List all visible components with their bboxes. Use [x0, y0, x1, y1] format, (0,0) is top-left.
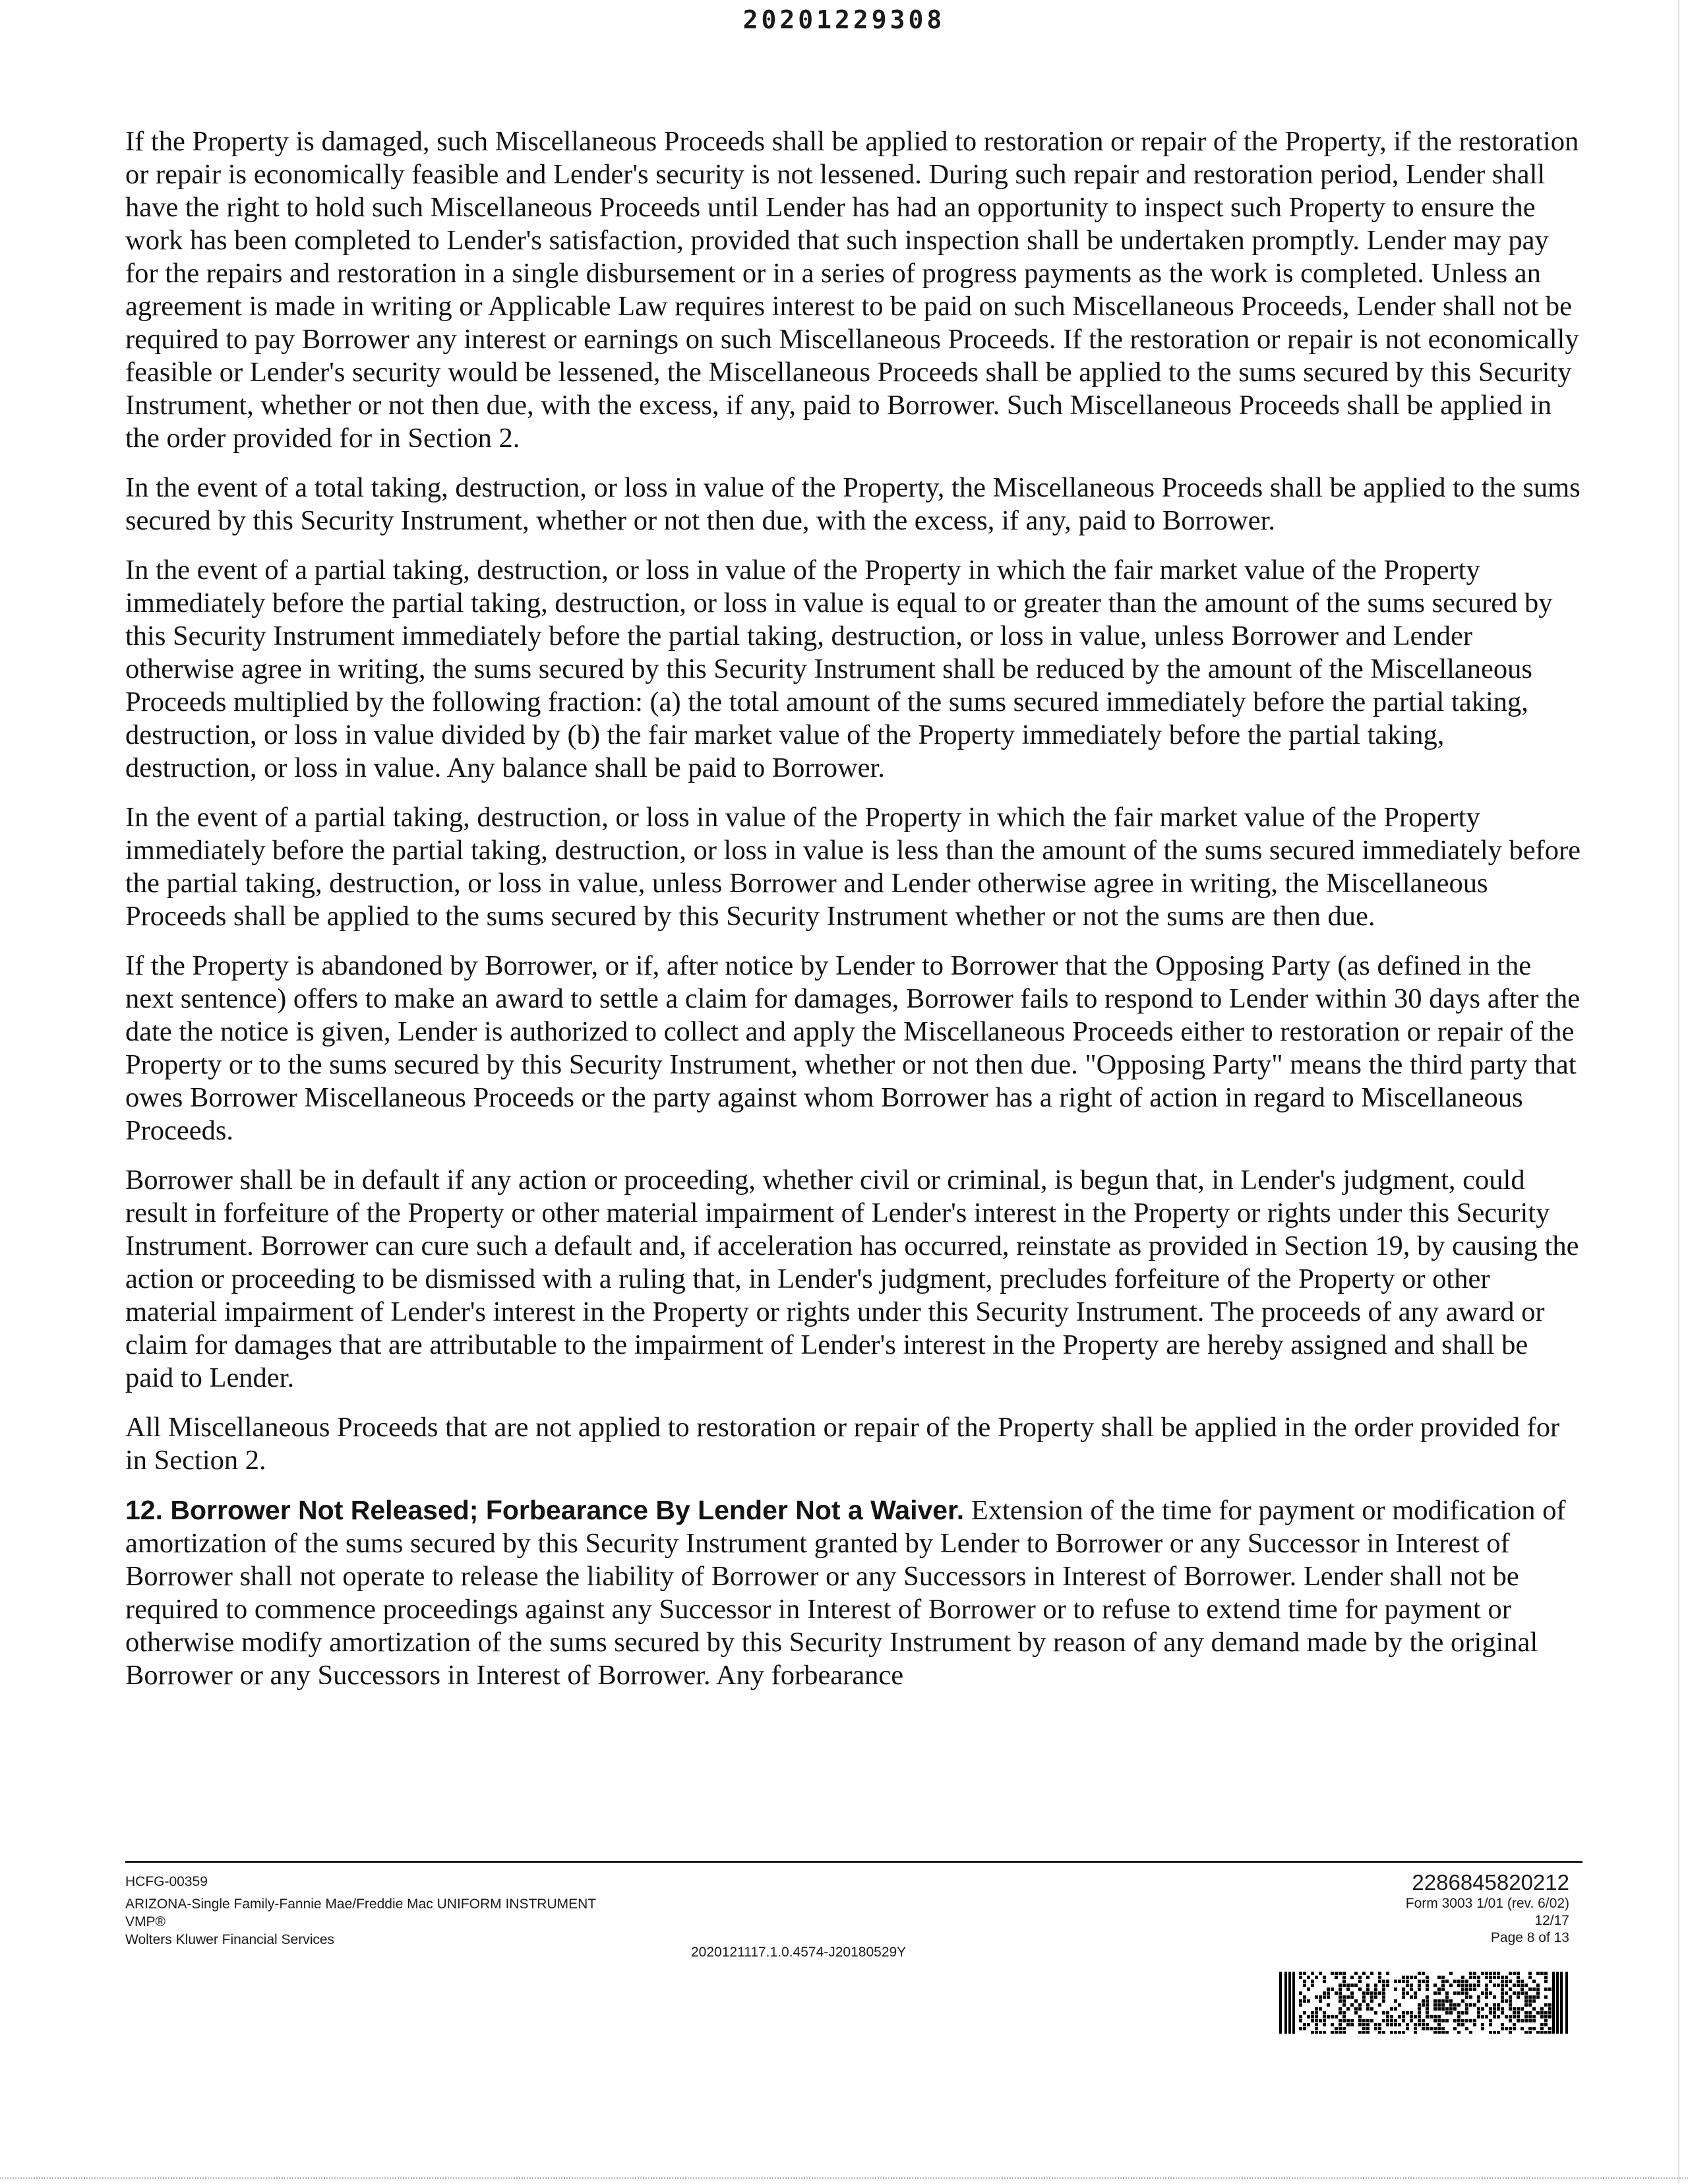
section-12-text: Extension of the time for payment or modification of amortization of the sums secured by this Security Instrument granted by Lender to Borrower or any Successor in Interest of Borrower shall not operate to release the liability of Borrower or any Successors in Interest of Borrower. Lender shall not be required to commence proceedings against any Successor in Interest of Borrower or to refuse to extend time for payment or otherwise modify amortization of the sums secured by this Security Instrument by reason of any demand made by the original Borrower or any Successors in Interest of Borrower. Any forbearance [125, 1495, 1566, 1691]
scan-edge-right [1678, 0, 1679, 2184]
footer-left [125, 1873, 851, 1949]
paragraph-partial-taking-greater: In the event of a partial taking, destruction, or loss in value of the Property in which the fair market value of the Property immediately before the partial taking, destruction, or loss in value is equal to or greater than the amount of the sums secured by this Security Instrument immediately before the partial taking, destruction, or loss in value, unless Borrower and Lender otherwise agree in writing, the sums secured by this Security Instrument shall be reduced by the amount of the Miscellaneous Proceeds multiplied by the following fraction: (a) the total amount of the sums secured immediately before the partial taking, destruction, or loss in value divided by (b) the fair market value of the Property immediately before the partial taking, destruction, or loss in value. Any balance shall be paid to Borrower. [125, 555, 1553, 783]
section-12-heading: 12. Borrower Not Released; Forbearance By Lender Not a Waiver. [125, 1495, 965, 1525]
paragraph-unapplied-proceeds: All Miscellaneous Proceeds that are not applied to restoration or repair of the Property shall be applied in the order provided for in Section 2. [125, 1412, 1560, 1476]
form-revision: 12/17 [1534, 1913, 1569, 1928]
document-code: 2020121117.1.0.4574-J20180529Y [691, 1945, 907, 1960]
paragraph-property-abandoned: If the Property is abandoned by Borrower, or if, after notice by Lender to Borrower that the Opposing Party (as defined in the next sentence) offers to make an award to settle a claim for damages, Borrower fails to respond to Lender within 30 days after the date the notice is given, Lender is authorized to collect and apply the Miscellaneous Proceeds either to restoration or repair of the Property or to the sums secured by this Security Instrument, whether or not then due. "Opposing Party" means the third party that owes Borrower Miscellaneous Proceeds or the party against whom Borrower has a right of action in regard to Miscellaneous Proceeds. [125, 950, 1581, 1146]
section-12 [125, 1494, 1582, 1692]
company-name: Wolters Kluwer Financial Services [125, 1932, 335, 1947]
page-number: Page 8 of 13 [1490, 1930, 1569, 1945]
paragraph-partial-taking-less: In the event of a partial taking, destruction, or loss in value of the Property in which the fair market value of the Property immediately before the partial taking, destruction, or loss in value is less than the amount of the sums secured immediately before the partial taking, destruction, or loss in value, unless Borrower and Lender otherwise agree in writing, the Miscellaneous Proceeds shall be applied to the sums secured by this Security Instrument whether or not the sums are then due. [125, 802, 1581, 932]
document-body [125, 125, 1582, 1709]
paragraph-total-taking: In the event of a total taking, destruction, or loss in value of the Property, the Miscellaneous Proceeds shall be applied to the sums secured by this Security Instrument, whether or not then due, with the excess, if any, paid to Borrower. [125, 472, 1581, 536]
paragraph-property-damaged: If the Property is damaged, such Miscellaneous Proceeds shall be applied to restoration or repair of the Property, if the restoration or repair is economically feasible and Lender's security is not lessened. During such repair and restoration period, Lender shall have the right to hold such Miscellaneous Proceeds until Lender has had an opportunity to inspect such Property to ensure the work has been completed to Lender's satisfaction, provided that such inspection shall be undertaken promptly. Lender may pay for the repairs and restoration in a single disbursement or in a series of progress payments as the work is completed. Unless an agreement is made in writing or Applicable Law requires interest to be paid on such Miscellaneous Proceeds, Lender shall not be required to pay Borrower any interest or earnings on such Miscellaneous Proceeds. If the restoration or repair is not economically feasible or Lender's security would be lessened, the Miscellaneous Proceeds shall be applied to the sums secured by this Security Instrument, whether or not then due, with the excess, if any, paid to Borrower. Such Miscellaneous Proceeds shall be applied in the order provided for in Section 2. [125, 126, 1579, 454]
barcode-image [1279, 1972, 1569, 2034]
instrument-title: ARIZONA-Single Family-Fannie Mae/Freddie Mac UNIFORM INSTRUMENT [125, 1896, 597, 1912]
paragraph-borrower-default: Borrower shall be in default if any action or proceeding, whether civil or criminal, is begun that, in Lender's judgment, could result in forfeiture of the Property or other material impairment of Lender's interest in the Property or rights under this Security Instrument. Borrower can cure such a default and, if acceleration has occurred, reinstate as provided in Section 19, by causing the action or proceeding to be dismissed with a ruling that, in Lender's judgment, precludes forfeiture of the Property or other material impairment of Lender's interest in the Property or rights under this Security Instrument. The proceeds of any award or claim for damages that are attributable to the impairment of Lender's interest in the Property are hereby assigned and shall be paid to Lender. [125, 1165, 1579, 1393]
form-number: Form 3003 1/01 (rev. 6/02) [1405, 1896, 1569, 1911]
form-id: HCFG-00359 [125, 1874, 208, 1889]
footer-divider [125, 1861, 1582, 1863]
vmp-mark: VMP® [125, 1914, 166, 1929]
loan-number: 2286845820212 [1412, 1870, 1569, 1895]
scan-edge-bottom [0, 2177, 1688, 2179]
footer-right [1174, 1870, 1569, 1947]
recording-number: 20201229308 [742, 5, 946, 34]
